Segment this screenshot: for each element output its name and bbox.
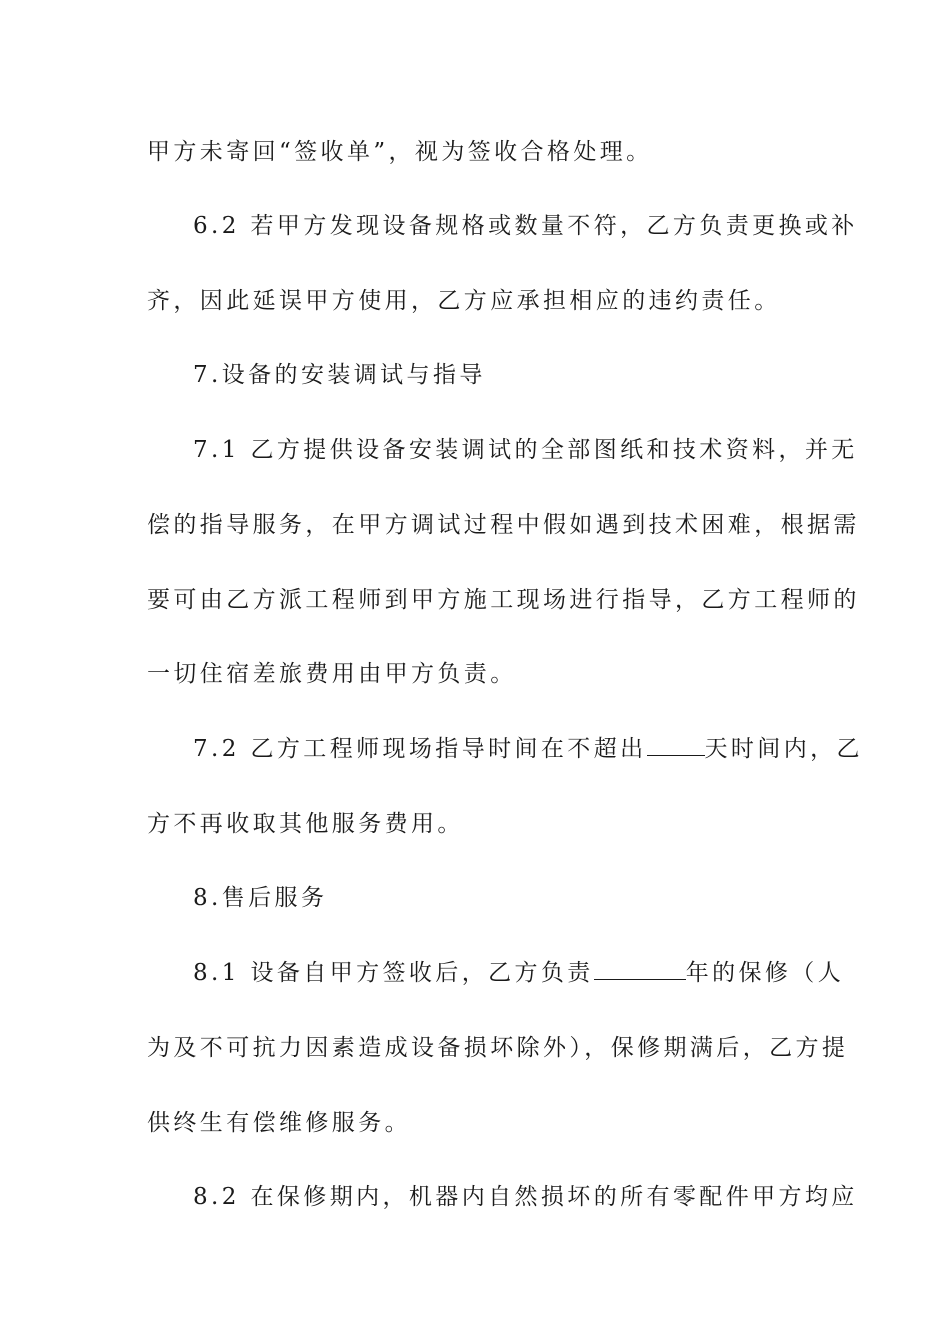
paragraph-line: 甲方未寄回“签收单”，视为签收合格处理。 — [147, 139, 653, 165]
clause-6-2-line-1: 6.2 若甲方发现设备规格或数量不符，乙方负责更换或补 — [193, 213, 858, 239]
section-heading-7: 7.设备的安装调试与指导 — [193, 362, 486, 388]
clause-7-1-line-2: 偿的指导服务，在甲方调试过程中假如遇到技术困难，根据需 — [147, 512, 860, 538]
clause-6-2-line-2: 齐，因此延误甲方使用，乙方应承担相应的违约责任。 — [147, 288, 781, 314]
clause-8-1-line-3: 供终生有偿维修服务。 — [147, 1110, 411, 1136]
clause-7-2-line-2: 方不再收取其他服务费用。 — [147, 811, 464, 837]
clause-7-2-text-after-blank: 天时间内，乙 — [704, 736, 863, 762]
clause-7-1-line-3: 要可由乙方派工程师到甲方施工现场进行指导，乙方工程师的 — [147, 587, 860, 613]
clause-8-2-line-1: 8.2 在保修期内，机器内自然损坏的所有零配件甲方均应 — [193, 1184, 858, 1210]
clause-8-1-text-before-blank: 8.1 设备自甲方签收后，乙方负责 — [193, 960, 594, 986]
fill-in-blank-years — [594, 953, 686, 980]
clause-8-1-line-1 — [193, 953, 845, 993]
clause-8-1-line-2: 为及不可抗力因素造成设备损坏除外），保修期满后，乙方提 — [147, 1035, 849, 1061]
section-heading-8: 8.售后服务 — [193, 885, 328, 911]
clause-7-1-line-4: 一切住宿差旅费用由甲方负责。 — [147, 661, 517, 687]
clause-7-2-line-1 — [193, 729, 863, 769]
clause-8-1-text-after-blank: 年的保修（人 — [685, 960, 845, 986]
clause-7-2-text-before-blank: 7.2 乙方工程师现场指导时间在不超出 — [193, 736, 647, 762]
clause-7-1-line-1: 7.1 乙方提供设备安装调试的全部图纸和技术资料，并无 — [193, 437, 858, 463]
fill-in-blank-days — [647, 729, 705, 756]
